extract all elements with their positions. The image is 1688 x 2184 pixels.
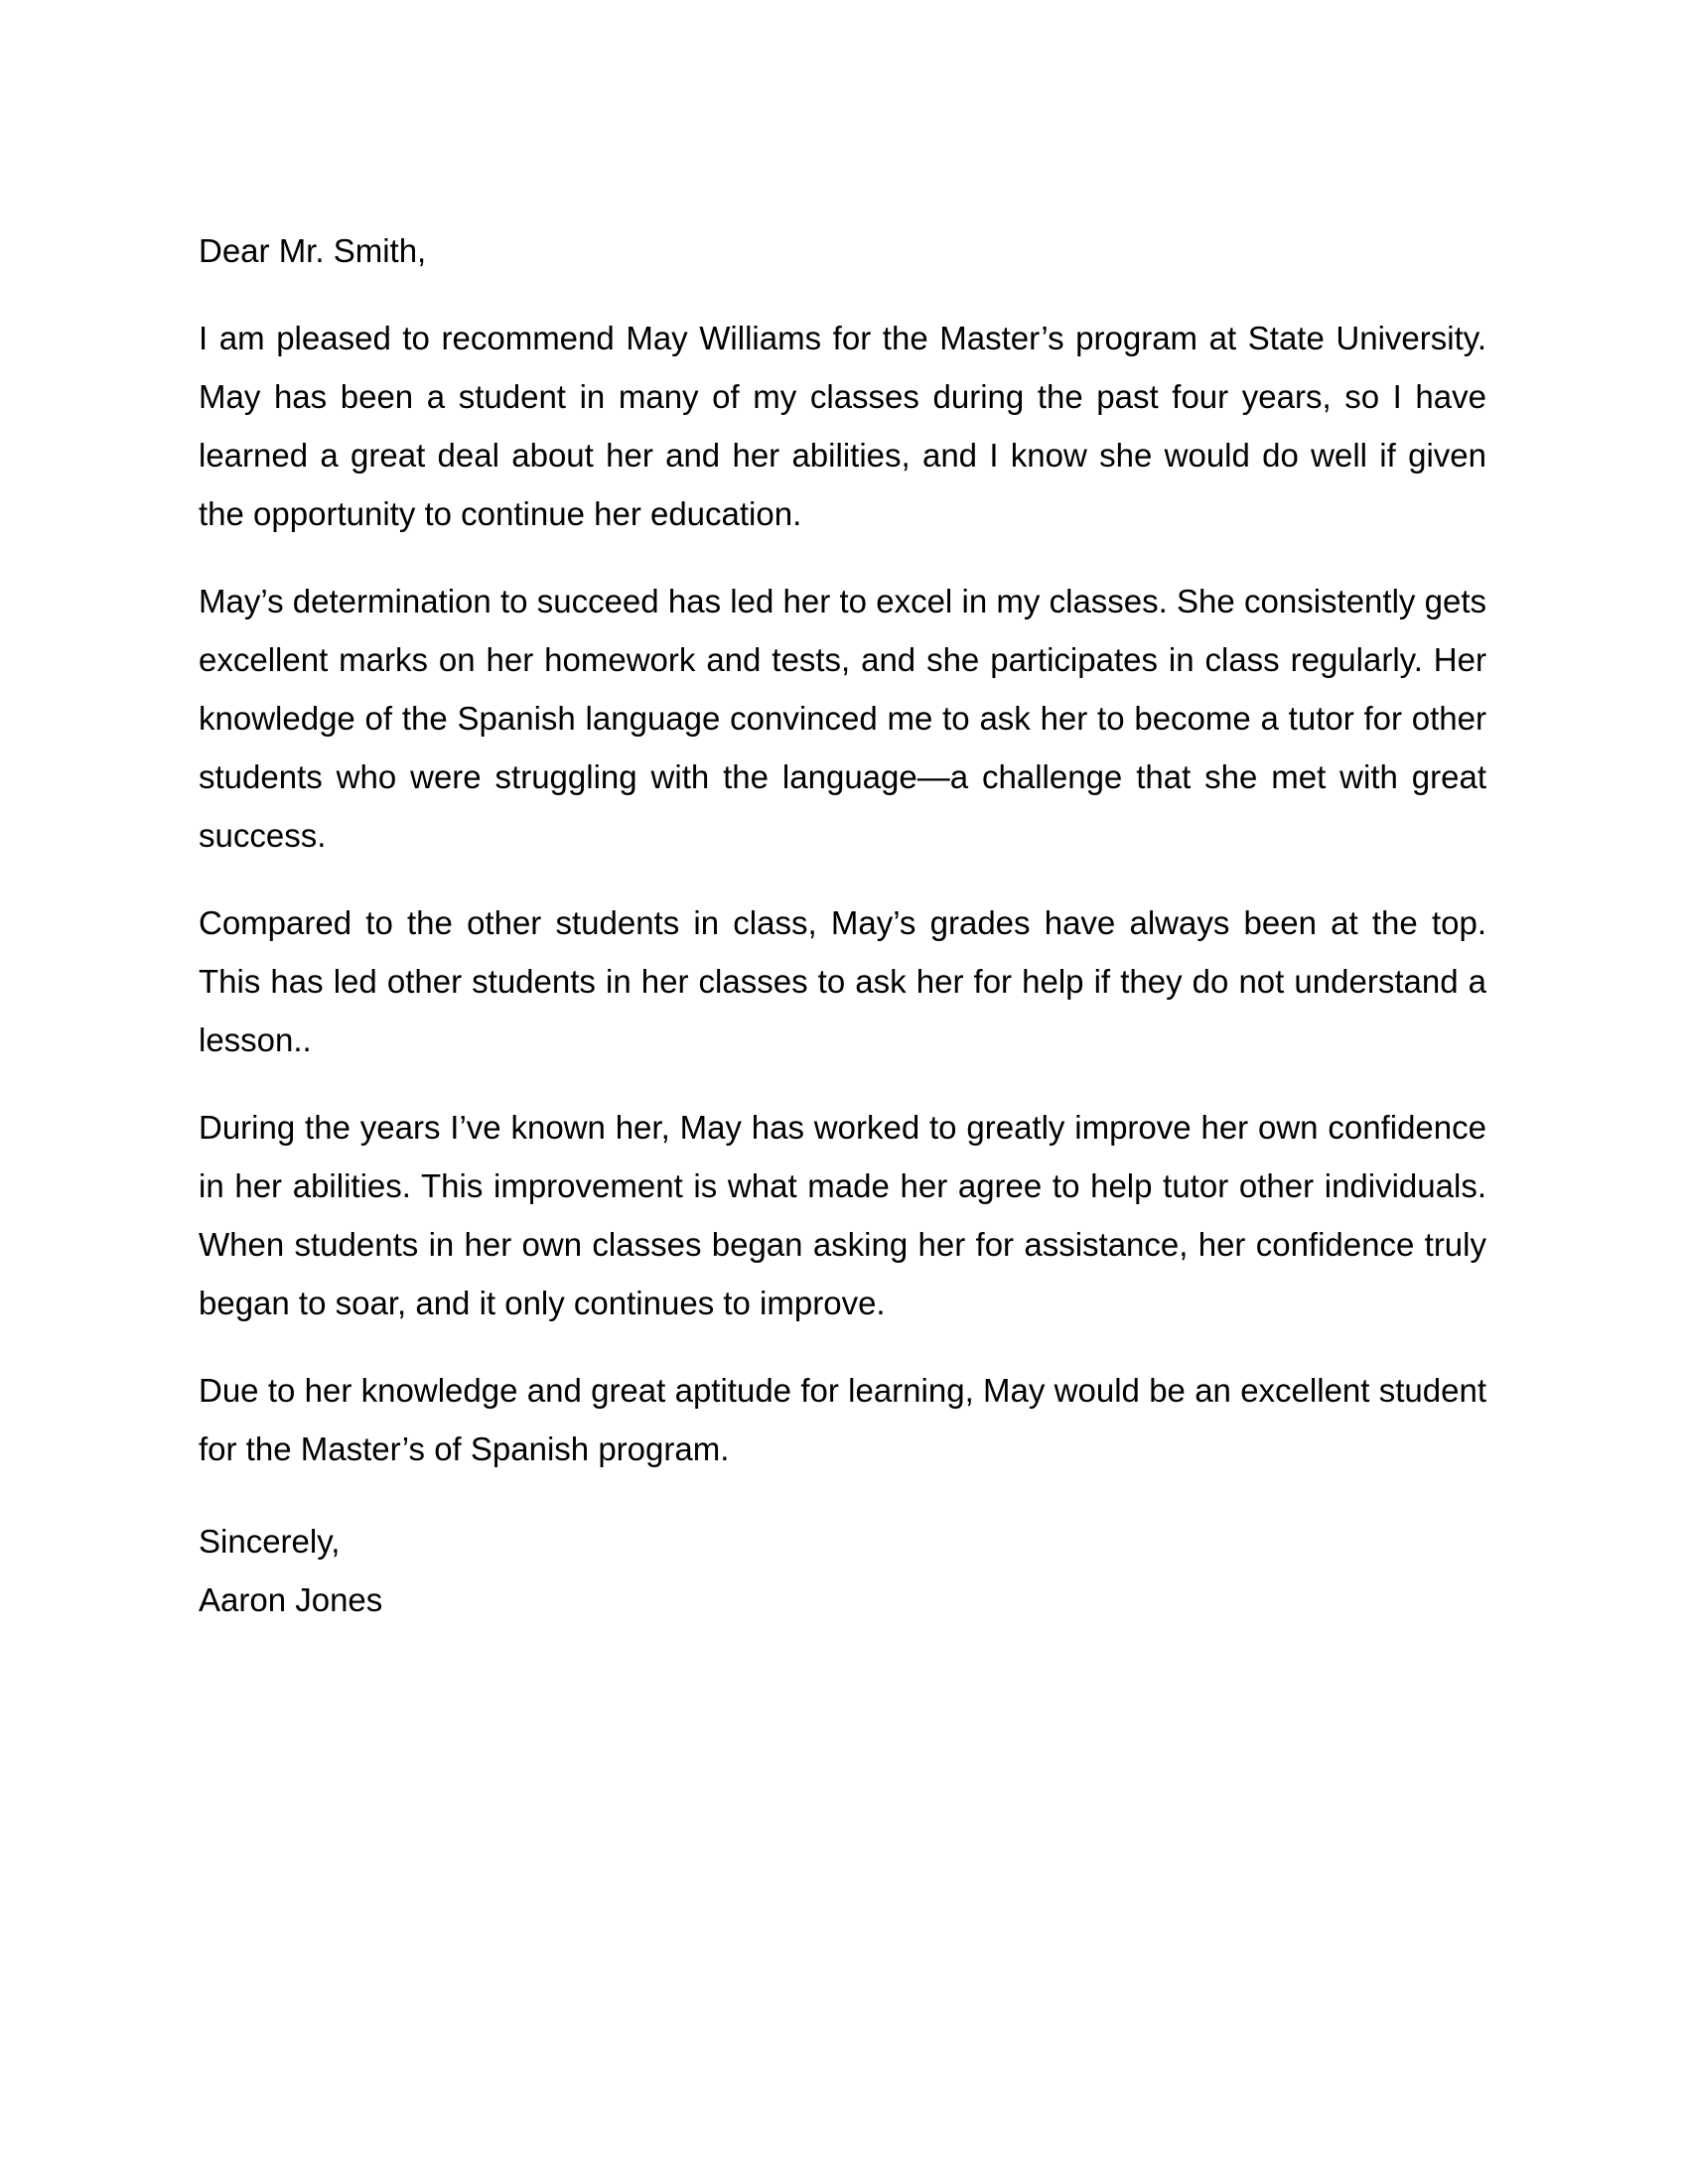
paragraph-determination: May’s determination to succeed has led her to excel in my classes. She consistently gets excellent marks on her homework and tests, and she participates in class regularly. Her knowledge of the Spanish language convinced me to ask her to become a tutor for other students who were struggling with the language—a challenge that she met with great success. bbox=[199, 583, 1486, 854]
salutation: Dear Mr. Smith, bbox=[199, 232, 427, 269]
paragraph-introduction: I am pleased to recommend May Williams for the Master’s program at State University. May has been a student in many of my classes during the past four years, so I have learned a great deal about her and her abilities, and I know she would do well if given the opportunity to continue her education. bbox=[199, 320, 1486, 532]
paragraph-conclusion: Due to her knowledge and great aptitude for learning, May would be an excellent student for the Master’s of Spanish program. bbox=[199, 1372, 1486, 1467]
letter-body bbox=[199, 221, 1486, 1629]
paragraph-grades: Compared to the other students in class, May’s grades have always been at the top. This has led other students in her classes to ask her for help if they do not understand a lesson.. bbox=[199, 904, 1486, 1058]
signature-block bbox=[199, 1512, 1486, 1629]
paragraph-confidence: During the years I’ve known her, May has worked to greatly improve her own confidence in her abilities. This improvement is what made her agree to help tutor other individuals. When students in her own classes began asking her for assistance, her confidence truly began to soar, and it only continues to improve. bbox=[199, 1109, 1486, 1321]
closing: Sincerely, bbox=[199, 1523, 341, 1560]
signature-name: Aaron Jones bbox=[199, 1581, 383, 1618]
